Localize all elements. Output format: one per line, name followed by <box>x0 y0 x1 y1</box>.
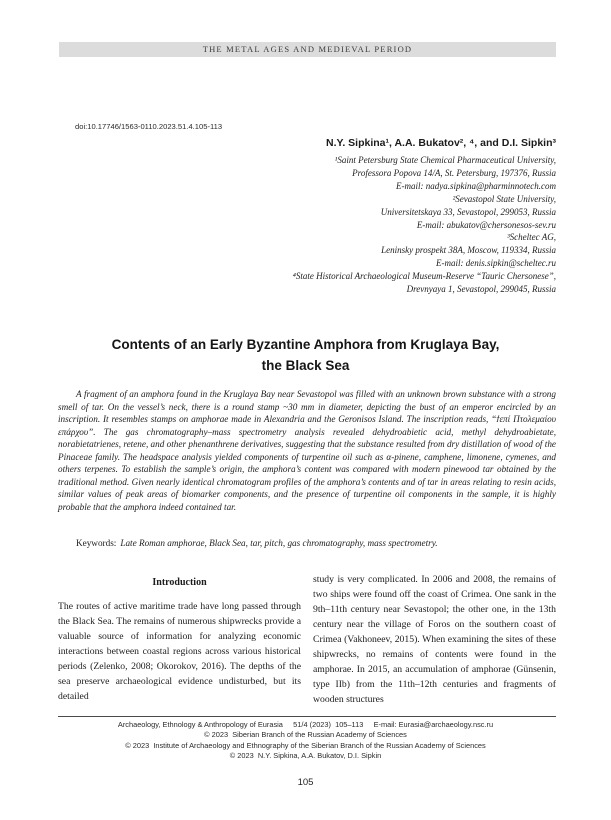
affiliation-email: E-mail: abukatov@chersonesos-sev.ru <box>416 219 556 230</box>
section-header-label: THE METAL AGES AND MEDIEVAL PERIOD <box>202 44 413 54</box>
affiliation-email: E-mail: denis.sipkin@scheltec.ru <box>435 258 556 269</box>
doi-line: doi:10.17746/1563-0110.2023.51.4.105-113 <box>75 122 223 131</box>
affiliation-line: ²Sevastopol State University, <box>452 193 556 204</box>
copyright-line: © 2023 Institute of Archaeology and Ethnography of the Siberian Branch of the Russian Academy of Sciences <box>125 740 486 750</box>
abstract-paragraph: A fragment of an amphora found in the Kruglaya Bay near Sevastopol was filled with an unknown brown substance with a strong smell of tar. On the vessel’s neck, there is a round stamp ~30 mm in diameter, depicting the bust of an emperor encircled by an inscription. It resembles stamps on amphorae made in Alexandria and the Geronisos Island. The inscription reads, “ϯεπί Πτολεμαίου επάρχου”. The gas chromatography–mass spectrometry analysis revealed dehydroabietic acid, methyl dehydroabietate, norabietatrienes, retene, and other phenanthrene derivatives, suggesting that the substance resulted from dry distillation of wood of the Pinaceae family. The headspace analysis yielded components of turpentine oil such as α-pinene, camphene, limonene, cymenes, and others terpenes. To establish the sample’s origin, the amphora’s content was compared with modern pinewood tar obtained by the traditional method. Given nearly identical chromatogram profiles of the amphora’s contents and of tar in areas relating to resin acids, similar values of peak areas of biomarker components, and the presence of turpentine oil components in the sample, it is highly probable that the amphora indeed contained tar. <box>58 389 556 512</box>
affiliation-line: ⁴State Historical Archaeological Museum-Reserve “Tauric Chersonese”, <box>292 271 556 282</box>
column-right <box>313 572 556 707</box>
affiliation-line: ³Scheltec AG, <box>506 232 556 243</box>
affiliations-block <box>293 154 556 296</box>
article-title <box>0 334 611 376</box>
body-columns <box>58 570 556 707</box>
affiliation-line: Drevnyaya 1, Sevastopol, 299045, Russia <box>406 284 556 295</box>
affiliation-line: ¹Saint Petersburg State Chemical Pharmaceutical University, <box>334 155 556 165</box>
keywords-label: Keywords: <box>76 538 117 548</box>
introduction-paragraph-left: The routes of active maritime trade have long passed through the Black Sea. The remains of numerous shipwrecks provide a valuable source of information for analyzing economic interactions between coastal regions across various historical periods (Zelenko, 2008; Okorokov, 2016). The depths of the sea preserve archaeological evidence undisturbed, but its detailed <box>58 601 301 702</box>
footer-divider <box>58 716 556 717</box>
affiliation-email: E-mail: nadya.sipkina@pharminnotech.com <box>395 180 556 191</box>
affiliation-line: Professora Popova 14/A, St. Petersburg, 197376, Russia <box>352 167 556 178</box>
journal-citation-line: Archaeology, Ethnology & Anthropology of Eurasia 51/4 (2023) 105–113 E-mail: Eurasia@archaeology.nsc.ru <box>117 720 494 729</box>
keywords-text: Late Roman amphorae, Black Sea, tar, pitch, gas chromatography, mass spectrometry. <box>120 538 438 548</box>
article-title-line1: Contents of an Early Byzantine Amphora from Kruglaya Bay, <box>111 337 500 352</box>
column-left <box>58 570 301 707</box>
footer-block <box>0 720 611 761</box>
authors-line: N.Y. Sipkina¹, A.A. Bukatov², ⁴, and D.I. Sipkin³ <box>325 137 556 149</box>
page-number: 105 <box>297 777 314 788</box>
article-title-line2: the Black Sea <box>261 358 350 373</box>
keywords-line <box>58 538 556 548</box>
introduction-paragraph-right: study is very complicated. In 2006 and 2008, the remains of two ships were found off the coast of Crimea. One sank in the 9th–11th century near Sevastopol; the other one, in the 13th century near the village of Foros on the southern coast of Crimea (Vakhoneev, 2015). When examining the sites of these shipwrecks, no remains of contents were found in the amphorae. In 2015, an accumulation of amphorae (Günsenin, type IIb) from the 11th–12th centuries and fragments of wooden structures <box>313 574 556 705</box>
affiliation-line: Universitetskaya 33, Sevastopol, 299053, Russia <box>380 206 556 217</box>
section-header-band <box>59 42 556 57</box>
copyright-line: © 2023 N.Y. Sipkina, A.A. Bukatov, D.I. Sipkin <box>229 750 382 760</box>
affiliation-line: Leninsky prospekt 38A, Moscow, 119334, Russia <box>381 245 556 256</box>
introduction-heading: Introduction <box>152 577 207 588</box>
copyright-line: © 2023 Siberian Branch of the Russian Academy of Sciences <box>204 730 407 740</box>
